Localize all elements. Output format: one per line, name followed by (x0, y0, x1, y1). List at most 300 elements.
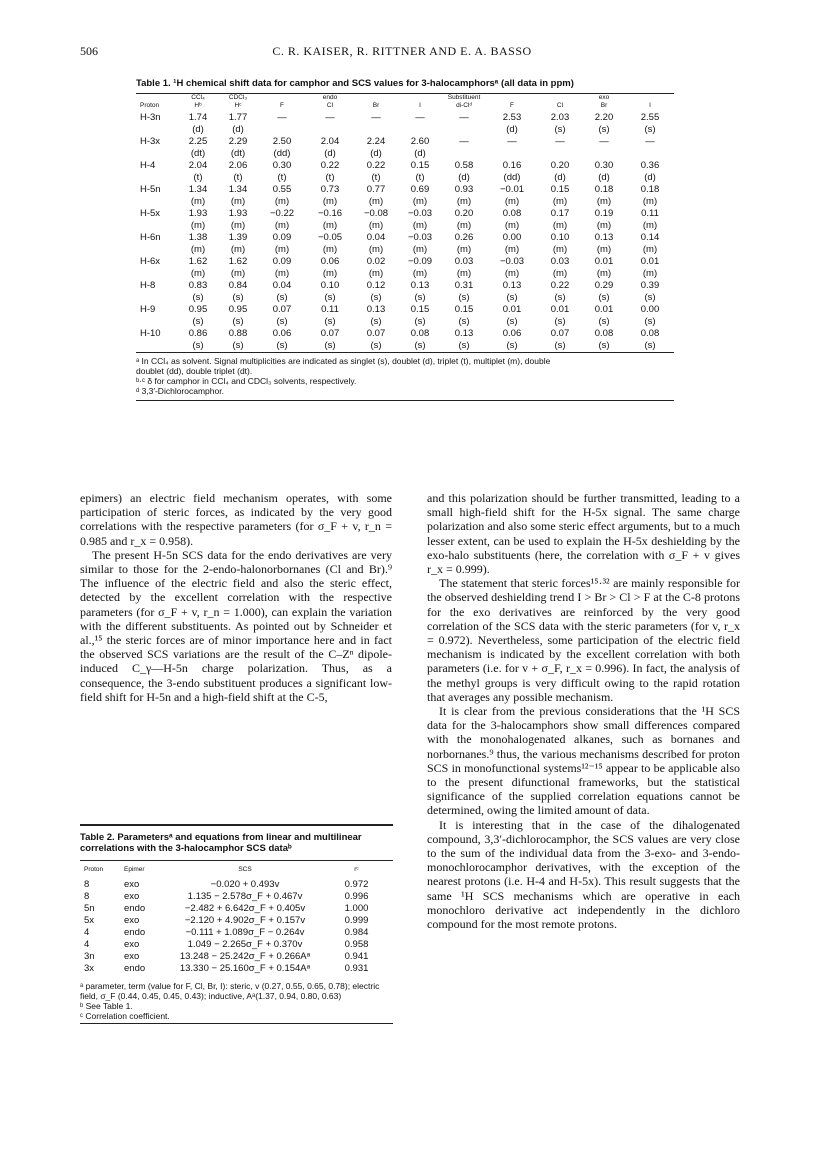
table-2-label: Table 2. (80, 832, 115, 843)
table-1-cell: 0.01 (594, 304, 614, 315)
table-1-cell: 1.77 (228, 112, 248, 123)
table-1-header-cell (136, 94, 178, 102)
table-1-header-cell: CDCl₃ (228, 94, 248, 101)
table-1-header-cell (626, 94, 674, 102)
table-2-row (80, 891, 393, 903)
table-1-cell: 0.77 (366, 184, 386, 195)
table-1-cell: (m) (412, 268, 428, 279)
table-1-cell: (s) (324, 316, 336, 327)
running-authors: C. R. KAISER, R. RITTNER AND E. A. BASSO (272, 44, 532, 58)
table-2-cell: 0.972 (344, 879, 369, 890)
table-2-cell: 0.996 (344, 891, 369, 902)
table-1-cell: −0.05 (317, 232, 343, 243)
table-1-cell: H-5x (140, 208, 161, 219)
table-1-cell: 0.00 (502, 232, 522, 243)
table-1-cell: (m) (230, 220, 246, 231)
table-1-row (136, 220, 674, 232)
table-1-cell: (m) (274, 268, 290, 279)
table-1-cell (442, 124, 486, 136)
table-2-cell: −2.120 + 4.902σ_F + 0.157v (184, 915, 306, 926)
table-1-grid (136, 94, 674, 352)
table-1-cell: 1.34 (228, 184, 248, 195)
table-1-cell: 1.39 (228, 232, 248, 243)
table-1-cell: 1.38 (188, 232, 208, 243)
table-1-cell: 0.11 (321, 304, 339, 315)
table-1-header-cell (486, 94, 538, 102)
table-1-cell: (m) (368, 196, 384, 207)
table-1-cell: (m) (504, 196, 520, 207)
table-1-cell: 0.13 (454, 328, 474, 339)
table-1-cell: (d) (506, 124, 518, 135)
table-1-cell: (m) (368, 244, 384, 255)
table-1-cell: (m) (642, 268, 658, 279)
table-1-cell: 0.01 (502, 304, 522, 315)
table-1-cell: 0.86 (188, 328, 208, 339)
table-1-cell (258, 124, 306, 136)
table-1-row (136, 184, 674, 196)
table-2-row (80, 963, 393, 975)
table-1-cell (582, 148, 626, 160)
table-1-cell: −0.16 (317, 208, 343, 219)
table-1-row (136, 292, 674, 304)
table-2-row (80, 951, 393, 963)
table-1-cell: (m) (642, 220, 658, 231)
table-1-cell: (d) (644, 172, 656, 183)
table-1-cell: (m) (596, 268, 612, 279)
table-2-cell: endo (124, 927, 146, 938)
table-1-cell: 1.34 (188, 184, 208, 195)
table-1-cell (306, 124, 354, 136)
table-1-cell: (m) (322, 268, 338, 279)
table-1-cell: (t) (193, 172, 203, 183)
table-2-cell: 8 (84, 879, 90, 890)
table-1-cell: (s) (644, 292, 656, 303)
table-2-header-cell: Epimer (124, 866, 145, 873)
table-1-cell: (m) (322, 196, 338, 207)
table-1-cell: (d) (192, 124, 204, 135)
table-1-cell (136, 244, 178, 256)
table-1-cell: — (507, 136, 517, 147)
table-1-row (136, 316, 674, 328)
table-1-cell: −0.22 (269, 208, 295, 219)
table-2-cell: 1.049 − 2.265σ_F + 0.370v (187, 939, 303, 950)
table-1-cell: 0.22 (320, 160, 340, 171)
table-1-cell: 0.08 (594, 328, 614, 339)
table-1-cell: 0.93 (454, 184, 474, 195)
table-1-cell: (s) (598, 340, 610, 351)
table-2-caption (80, 832, 393, 854)
table-1-cell: 0.09 (272, 232, 292, 243)
table-1-cell (136, 292, 178, 304)
table-1-cell: 0.07 (272, 304, 292, 315)
table-1-cell: — (459, 112, 469, 123)
table-1-cell: (s) (458, 340, 470, 351)
table-1-cell: (s) (598, 292, 610, 303)
table-2-cell: 0.984 (344, 927, 369, 938)
table-1-cell: (s) (644, 124, 656, 135)
table-2-cell: 4 (84, 927, 90, 938)
table-1-cell: 1.93 (188, 208, 208, 219)
table-1-row (136, 268, 674, 280)
table-2-grid (80, 861, 393, 975)
table-1-row (136, 148, 674, 160)
table-1-cell: 2.04 (320, 136, 340, 147)
table-2-footnote: ᵇ See Table 1. (80, 1001, 133, 1011)
table-1-cell: 0.20 (550, 160, 570, 171)
table-1-cell: 0.88 (228, 328, 248, 339)
table-1-cell: (s) (276, 316, 288, 327)
table-1-cell: 0.73 (320, 184, 340, 195)
table-1-cell: (m) (190, 268, 206, 279)
table-2-cell: exo (124, 879, 140, 890)
body-paragraph: epimers) an electric field mechanism operates, with some participation of steric forces, as indicated by the very good correlations with the respective parameters (for σ_F + v, r_n = 0.985 and r_x = 0.958). (80, 491, 392, 548)
table-2-cell: −2.482 + 6.642σ_F + 0.405v (184, 903, 306, 914)
body-paragraph: It is clear from the previous considerations that the ¹H SCS data for the 3-halocamphors show small differences compared with the monohalogenated alkanes, such as bornanes and norbornanes.⁹ thus, the various mechanisms described for proton SCS in monofunctional systems¹²⁻¹⁵ appear to be applicable also to the present difunctional frameworks, but the statistical significance of the supplied correlation equations cannot be determined, owing the limited amount of data. (427, 704, 740, 818)
table-1-cell: (s) (554, 292, 566, 303)
table-1-header-cell: Hᶜ (234, 102, 242, 109)
table-1-cell: 2.20 (594, 112, 614, 123)
table-1-cell (136, 268, 178, 280)
table-1-header-cell (398, 94, 442, 102)
table-1-footnotes (136, 356, 674, 396)
table-1-cell: (t) (371, 172, 381, 183)
table-1-cell: — (415, 112, 425, 123)
table-1-cell: (d) (554, 172, 566, 183)
table-1-cell: 0.02 (366, 256, 386, 267)
table-1-cell: — (325, 112, 335, 123)
table-1-cell: (d) (458, 172, 470, 183)
table-1-row (136, 244, 674, 256)
table-2-row (80, 927, 393, 939)
page-number: 506 (80, 44, 98, 58)
table-1-cell: 0.83 (188, 280, 208, 291)
table-1-header-row (136, 102, 674, 112)
table-1-cell: (s) (232, 340, 244, 351)
table-1-header-cell: Br (600, 102, 608, 109)
table-1-cell: 0.10 (550, 232, 570, 243)
table-1-cell: 0.58 (454, 160, 474, 171)
table-1-cell: (m) (190, 244, 206, 255)
table-1-header-cell: I (419, 102, 421, 109)
table-1-cell (354, 124, 398, 136)
table-1-cell (136, 148, 178, 160)
table-1-cell: (s) (276, 340, 288, 351)
table-1-cell: (d) (324, 148, 336, 159)
table-1-header-cell: exo (598, 94, 610, 101)
table-1-cell: 0.15 (410, 304, 430, 315)
table-1-cell: 0.31 (454, 280, 474, 291)
table-1-header-cell (258, 94, 306, 102)
table-1-cell: −0.09 (407, 256, 433, 267)
table-1-cell (538, 148, 582, 160)
table-1-cell: 0.22 (550, 280, 570, 291)
table-1-bottom-rule (136, 352, 674, 353)
table-2-cell: exo (124, 915, 140, 926)
table-1-cell: 0.09 (272, 256, 292, 267)
table-1-cell: (m) (642, 196, 658, 207)
table-2-cell: 13.330 − 25.160σ_F + 0.154Aᵃ (179, 963, 311, 974)
table-2-row (80, 879, 393, 891)
table-1-header-cell (354, 94, 398, 102)
table-2-cell: 1.135 − 2.578σ_F + 0.467v (187, 891, 303, 902)
table-1-cell: H-4 (140, 160, 156, 171)
table-2-cell: 1.000 (344, 903, 369, 914)
table-1 (136, 78, 674, 401)
table-1-cell: — (277, 112, 287, 123)
table-1-cell: (s) (232, 292, 244, 303)
table-1-cell: (t) (277, 172, 287, 183)
table-1-cell: (m) (322, 244, 338, 255)
table-2-cell: 3x (84, 963, 95, 974)
table-1-cell: (s) (506, 316, 518, 327)
table-1-cell: 0.01 (640, 256, 660, 267)
table-1-footnote: ᵈ 3,3′-Dichlorocamphor. (136, 386, 224, 396)
table-1-cell: (m) (504, 244, 520, 255)
table-1-cell: (m) (552, 244, 568, 255)
table-1-cell (136, 316, 178, 328)
table-1-cell: 1.62 (188, 256, 208, 267)
table-1-cell: 0.06 (320, 256, 340, 267)
table-1-cell: 2.06 (228, 160, 248, 171)
table-1-header-cell: F (510, 102, 514, 109)
table-2 (80, 824, 393, 1024)
table-1-header-cell: CCl₄ (191, 94, 205, 101)
table-1-cell (136, 196, 178, 208)
text-column-right (427, 491, 740, 931)
table-1-cell: (m) (456, 268, 472, 279)
body-paragraph: and this polarization should be further transmitted, leading to a small high-field shift for the H-5x signal. The same charge polarization and also some steric effect arguments, but to a much lesser extent, can be used to explain the H-5x deshielding by the exo-halo substituents (here, the correlation with σ_F + v gives r_x = 0.999). (427, 491, 740, 577)
table-1-cell: 0.01 (594, 256, 614, 267)
table-1-cell: (m) (190, 196, 206, 207)
table-1-cell (398, 124, 442, 136)
table-1-cell: (m) (274, 196, 290, 207)
table-1-cell: (m) (596, 220, 612, 231)
table-1-cell: (s) (324, 340, 336, 351)
table-1-cell: 0.29 (594, 280, 614, 291)
table-1-cell: (m) (552, 196, 568, 207)
table-1-row (136, 280, 674, 292)
table-2-header-cell: SCS (238, 866, 252, 873)
table-1-cell: (s) (554, 340, 566, 351)
table-2-header-cell: rᶜ (354, 866, 359, 873)
table-1-cell: (s) (458, 292, 470, 303)
table-1-cell: (d) (370, 148, 382, 159)
table-2-footnote: ᵃ parameter, term (value for F, Cl, Br, I): steric, v (0.27, 0.55, 0.65, 0.78); electric field, σ_F (0.44, 0.45, 0.45, 0.43); inductive, Aᵃ(1.37, 0.94, 0.80, 0.63) (80, 981, 380, 1001)
table-1-cell: 0.18 (594, 184, 614, 195)
table-1-cell: (dt) (230, 148, 246, 159)
table-1-cell: 2.29 (228, 136, 248, 147)
table-1-cell: 0.55 (272, 184, 292, 195)
table-1-cell: 0.95 (188, 304, 208, 315)
table-1-cell: −0.03 (407, 208, 433, 219)
table-1-cell: 0.15 (410, 160, 430, 171)
table-1-cell: 0.22 (366, 160, 386, 171)
table-1-cell (136, 172, 178, 184)
table-2-cell: −0.020 + 0.493v (210, 879, 280, 890)
table-1-cell: (m) (412, 220, 428, 231)
table-1-cell: 2.55 (640, 112, 660, 123)
text-column-left (80, 491, 392, 704)
table-1-header-cell: Cl (556, 102, 564, 109)
table-1-row (136, 160, 674, 172)
table-1-header-cell: di-Clᵈ (456, 102, 472, 109)
table-1-cell (626, 148, 674, 160)
table-1-cell: 0.95 (228, 304, 248, 315)
table-1-cell: 2.24 (366, 136, 386, 147)
table-1-cell: (s) (276, 292, 288, 303)
table-2-row (80, 903, 393, 915)
table-1-header-cell: Hᵇ (194, 102, 202, 109)
table-2-cell: exo (124, 951, 140, 962)
table-1-cell: (t) (325, 172, 335, 183)
table-1-cell: 2.60 (410, 136, 430, 147)
table-1-cell: (m) (368, 220, 384, 231)
table-1-header-cell (538, 94, 582, 102)
table-1-cell: 0.26 (454, 232, 474, 243)
table-1-header-cell: Substituent (447, 94, 481, 101)
table-1-cell: 0.08 (640, 328, 660, 339)
table-1-cell: (s) (644, 316, 656, 327)
table-2-cell: 0.931 (344, 963, 369, 974)
table-1-cell: (s) (370, 292, 382, 303)
table-1-cell: 0.39 (640, 280, 660, 291)
table-1-cell: (m) (596, 244, 612, 255)
table-1-cell: — (645, 136, 655, 147)
table-1-cell: — (555, 136, 565, 147)
table-1-cell: −0.03 (407, 232, 433, 243)
table-1-cell: 0.84 (228, 280, 248, 291)
table-1-cell: H-3n (140, 112, 161, 123)
table-1-cell: (m) (230, 244, 246, 255)
table-1-cell: (s) (554, 316, 566, 327)
table-1-cell: 0.00 (640, 304, 660, 315)
table-1-cell: 0.17 (550, 208, 570, 219)
table-2-header-cell: Proton (84, 866, 104, 873)
running-header (80, 44, 724, 62)
table-1-cell: (t) (233, 172, 243, 183)
table-1-cell: 0.08 (410, 328, 430, 339)
table-1-cell: (s) (192, 316, 204, 327)
table-2-cell: 13.248 − 25.242σ_F + 0.266Aᵃ (179, 951, 311, 962)
table-1-cell: −0.08 (363, 208, 389, 219)
table-1-cell: 0.06 (272, 328, 292, 339)
table-1-cell: H-3x (140, 136, 161, 147)
table-1-cell: 0.14 (640, 232, 660, 243)
table-2-cell: 5x (84, 915, 95, 926)
table-1-cell: — (459, 136, 469, 147)
table-1-cell: 0.06 (502, 328, 522, 339)
table-1-cell: (s) (506, 340, 518, 351)
table-2-row (80, 915, 393, 927)
table-1-cell: 0.69 (410, 184, 430, 195)
table-2-cell: 0.958 (344, 939, 369, 950)
table-1-row (136, 124, 674, 136)
table-1-cell: (m) (230, 268, 246, 279)
table-1-cell (136, 124, 178, 136)
table-1-cell (136, 340, 178, 352)
table-1-end-rule (136, 400, 674, 401)
table-1-cell: −0.03 (499, 256, 525, 267)
table-1-cell: (s) (458, 316, 470, 327)
body-paragraph: The present H-5n SCS data for the endo derivatives are very similar to those for the 2-endo-halonorbornanes (Cl and Br).⁹ The influence of the electric field and also the steric effect, detected by the excellent correlation with the respective parameters (for σ_F + v, r_n = 1.000), can explain the variation with the different substituents. As pointed out by Schneider et al.,¹⁵ the steric forces are of minor importance here and in fact the observed SCS variations are the result of the C–Zⁿ dipole-induced C_γ—H-5n charge polarization. Thus, as a consequence, the 3-endo substituent produces a significant low-field shift for H-5n and a high-field shift at the C-5, (80, 547, 392, 704)
table-1-header-cell: Br (372, 102, 380, 109)
table-1-cell: 2.04 (188, 160, 208, 171)
table-1-cell: — (371, 112, 381, 123)
table-1-cell: 0.12 (366, 280, 386, 291)
table-2-cell: 4 (84, 939, 90, 950)
table-1-cell: (m) (368, 268, 384, 279)
table-1-row (136, 136, 674, 148)
table-1-cell: 1.62 (228, 256, 248, 267)
table-1-cell: 0.19 (594, 208, 614, 219)
table-1-cell (486, 148, 538, 160)
table-1-cell: (m) (504, 220, 520, 231)
table-1-cell: H-8 (140, 280, 156, 291)
table-1-cell: 0.03 (550, 256, 570, 267)
table-1-row (136, 256, 674, 268)
table-1-cell: (s) (192, 292, 204, 303)
table-2-cell: 3n (84, 951, 95, 962)
table-1-cell: 0.30 (594, 160, 614, 171)
table-1-cell: 1.93 (228, 208, 248, 219)
table-1-cell: (m) (274, 220, 290, 231)
table-1-cell: (s) (414, 316, 426, 327)
table-1-cell: (s) (414, 340, 426, 351)
table-1-cell (442, 148, 486, 160)
table-1-cell: 0.07 (550, 328, 570, 339)
table-2-cell: 8 (84, 891, 90, 902)
table-1-cell: 0.13 (410, 280, 430, 291)
table-1-header-cell: F (280, 102, 284, 109)
table-1-cell: (m) (274, 244, 290, 255)
table-1-cell: (m) (504, 268, 520, 279)
table-1-cell: (m) (596, 196, 612, 207)
table-1-cell: 2.53 (502, 112, 522, 123)
table-1-cell: 2.03 (550, 112, 570, 123)
table-2-cell: exo (124, 891, 140, 902)
table-1-caption: Table 1. ¹H chemical shift data for camphor and SCS values for 3-halocamphorsᵃ (all data in ppm) (136, 78, 574, 89)
table-2-footnotes (80, 981, 393, 1021)
table-1-header-row (136, 94, 674, 102)
table-1-cell: (dt) (190, 148, 206, 159)
table-1-cell: (d) (414, 148, 426, 159)
table-1-cell: (dd) (503, 172, 521, 183)
table-1-cell: (m) (456, 196, 472, 207)
table-1-footnote: ᵇ·ᶜ δ for camphor in CCl₄ and CDCl₃ solvents, respectively. (136, 376, 357, 386)
table-1-cell: −0.01 (499, 184, 525, 195)
table-1-row (136, 112, 674, 124)
table-1-row (136, 232, 674, 244)
table-1-cell: (d) (598, 172, 610, 183)
table-1-cell: — (599, 136, 609, 147)
table-1-row (136, 196, 674, 208)
table-1-cell: (s) (370, 340, 382, 351)
table-1-row (136, 304, 674, 316)
table-1-cell: 2.25 (188, 136, 208, 147)
table-1-cell: (m) (456, 220, 472, 231)
table-1-cell: 0.36 (640, 160, 660, 171)
table-1-cell: H-5n (140, 184, 161, 195)
table-1-cell: 0.13 (502, 280, 522, 291)
table-2-cell: 0.999 (344, 915, 369, 926)
table-1-cell: (t) (415, 172, 425, 183)
table-1-cell: 0.03 (454, 256, 474, 267)
table-1-cell: (m) (642, 244, 658, 255)
table-1-header-cell: endo (322, 94, 338, 101)
table-1-cell: 1.74 (188, 112, 208, 123)
table-1-cell: (s) (554, 124, 566, 135)
table-1-row (136, 208, 674, 220)
